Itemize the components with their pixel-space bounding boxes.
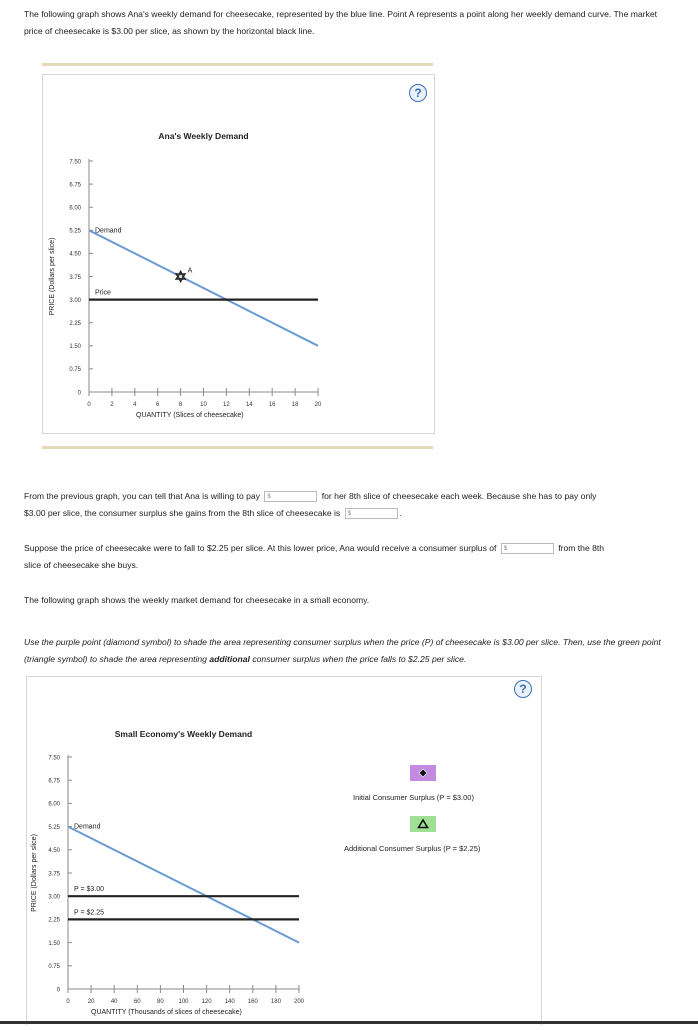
price-label: Price xyxy=(95,289,111,297)
demand-line xyxy=(89,230,318,345)
x-tick-label: 20 xyxy=(87,999,95,1005)
demand-label: Demand xyxy=(74,823,101,831)
ana-demand-chart xyxy=(43,75,434,433)
chart-title: Small Economy's Weekly Demand xyxy=(114,729,253,739)
x-tick-label: 0 xyxy=(66,999,70,1005)
y-tick-label: 1.50 xyxy=(48,940,60,947)
x-tick-label: 160 xyxy=(247,999,258,1005)
y-tick-label: 7.50 xyxy=(69,159,81,166)
demand-line xyxy=(68,827,299,943)
x-tick-label: 140 xyxy=(224,999,235,1005)
y-tick-label: 3.00 xyxy=(69,297,81,304)
y-tick-label: 6.75 xyxy=(69,182,81,189)
help-icon[interactable]: ? xyxy=(514,680,532,698)
purple-diamond-tool[interactable] xyxy=(410,765,436,781)
x-tick-label: 8 xyxy=(178,402,183,408)
point-a-label: A xyxy=(187,267,193,275)
y-tick-label: 6.00 xyxy=(48,801,60,808)
y-tick-label: 6.00 xyxy=(69,205,81,212)
additional-surplus-label: Additional Consumer Surplus (P = $2.25) xyxy=(344,844,481,853)
x-tick-label: 0 xyxy=(87,402,91,408)
diamond-icon xyxy=(410,765,436,781)
x-tick-label: 180 xyxy=(270,999,281,1005)
x-tick-label: 120 xyxy=(201,999,212,1005)
help-icon[interactable]: ? xyxy=(409,84,427,102)
price-label: P = $3.00 xyxy=(74,886,105,894)
x-axis-label: QUANTITY (Slices of cheesecake) xyxy=(136,412,244,419)
y-tick-label: 0.75 xyxy=(69,367,81,374)
x-tick-label: 16 xyxy=(268,402,276,408)
y-tick-label: 0.75 xyxy=(48,964,60,971)
ana-graph-panel xyxy=(42,74,435,434)
y-tick-label: 3.00 xyxy=(48,894,60,901)
triangle-icon xyxy=(410,816,436,832)
y-axis-label: PRICE (Dollars per slice) xyxy=(49,237,56,316)
y-tick-label: 4.50 xyxy=(69,251,81,258)
divider-top xyxy=(42,63,433,66)
question-1: From the previous graph, you can tell that Ana is willing to pay $ for her 8th slice of cheesecake each week. Because she has to pay only $3.00 per slice, the consumer surplus she gains from the 8th slice of cheesecake is $ . xyxy=(24,491,597,518)
x-tick-label: 100 xyxy=(178,999,189,1005)
x-tick-label: 60 xyxy=(133,999,141,1005)
question-2: Suppose the price of cheesecake were to fall to $2.25 per slice. At this lower price, Ana would receive a consumer surplus of $ from the 8th slice of cheesecake she buys. xyxy=(24,543,605,570)
x-axis-label: QUANTITY (Thousands of slices of cheesecake) xyxy=(91,1009,242,1016)
x-tick-label: 6 xyxy=(156,402,160,408)
point-a-center xyxy=(179,275,182,278)
x-tick-label: 12 xyxy=(223,402,230,408)
y-tick-label: 4.50 xyxy=(48,848,60,855)
y-tick-label: 7.50 xyxy=(48,755,60,762)
x-tick-label: 14 xyxy=(245,402,253,408)
y-tick-label: 6.75 xyxy=(48,778,60,785)
demand-label: Demand xyxy=(95,227,122,235)
y-tick-label: 3.75 xyxy=(48,871,60,878)
y-tick-label: 0 xyxy=(56,987,60,994)
x-tick-label: 2 xyxy=(110,402,114,408)
consumer-surplus-lower-price-input[interactable]: $ xyxy=(501,543,554,554)
consumer-surplus-8th-input[interactable]: $ xyxy=(345,508,398,519)
x-tick-label: 18 xyxy=(291,402,299,408)
intro-paragraph: The following graph shows Ana's weekly demand for cheesecake, represented by the blue line. Point A represents a point along her weekly demand curve. The market price of cheesecake is $3.00 per slice, as shown by the horizontal black line. xyxy=(24,9,658,36)
market-graph-panel xyxy=(26,676,542,1025)
market-intro: The following graph shows the weekly market demand for cheesecake in a small economy. xyxy=(24,595,370,605)
x-tick-label: 80 xyxy=(157,999,164,1005)
x-tick-label: 10 xyxy=(200,402,207,408)
y-tick-label: 2.25 xyxy=(69,321,81,327)
y-tick-label: 1.50 xyxy=(69,344,81,351)
y-tick-label: 5.25 xyxy=(48,824,60,831)
y-tick-label: 3.75 xyxy=(69,274,81,281)
willingness-to-pay-input[interactable]: $ xyxy=(264,491,317,502)
chart-title: Ana's Weekly Demand xyxy=(158,131,249,141)
y-tick-label: 0 xyxy=(77,390,81,397)
instructions: Use the purple point (diamond symbol) to shade the area representing consumer surplus when the price (P) of cheesecake is $3.00 per slice. Then, use the green point (triangle symbol) to shade the area representing additional consumer surplus when the price falls to $2.25 per slice. xyxy=(24,637,661,664)
divider-bottom xyxy=(42,446,433,449)
x-tick-label: 40 xyxy=(110,999,118,1005)
x-tick-label: 20 xyxy=(314,402,322,408)
x-tick-label: 200 xyxy=(293,999,305,1005)
green-triangle-tool[interactable] xyxy=(410,816,436,832)
y-tick-label: 2.25 xyxy=(48,917,60,924)
x-tick-label: 4 xyxy=(133,402,137,408)
y-tick-label: 5.25 xyxy=(69,228,81,235)
price-label: P = $2.25 xyxy=(74,909,105,917)
y-axis-label: PRICE (Dollars per slice) xyxy=(31,834,38,912)
initial-surplus-label: Initial Consumer Surplus (P = $3.00) xyxy=(353,793,474,802)
